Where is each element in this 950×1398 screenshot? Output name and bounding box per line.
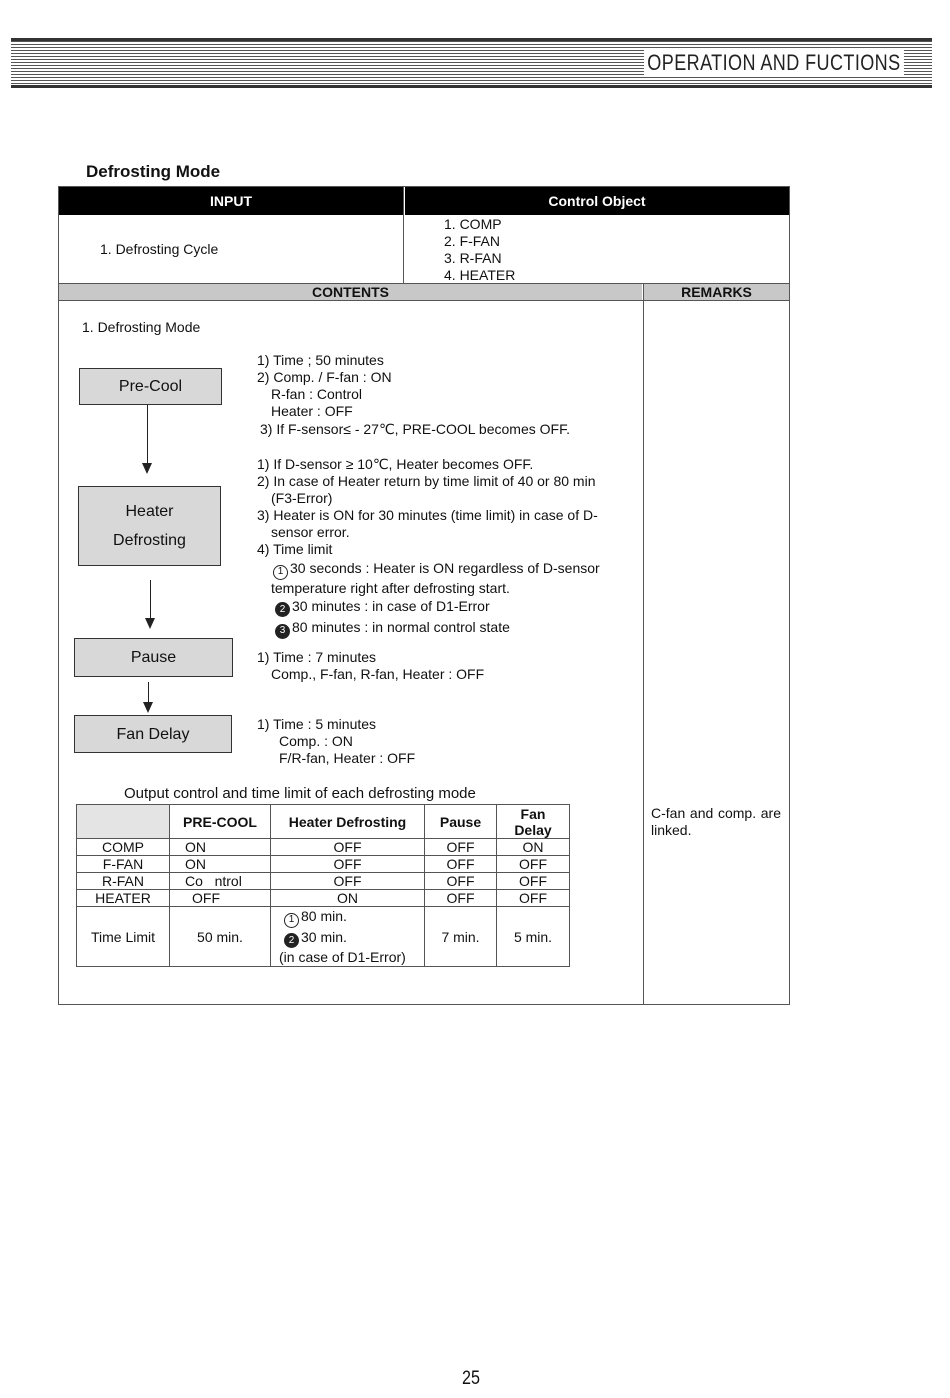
control-item: 4. HEATER bbox=[444, 267, 516, 283]
table-cell: HEATER bbox=[77, 890, 170, 907]
table-cell: OFF bbox=[425, 839, 497, 856]
table-header-cell bbox=[497, 805, 570, 839]
table-cell: OFF bbox=[271, 856, 425, 873]
table-cell: OFF bbox=[497, 890, 570, 907]
page-number: 25 bbox=[462, 1368, 480, 1389]
desc-line-text: 30 seconds : Heater is ON regardless of D-sensor bbox=[290, 560, 600, 576]
desc-line: 1) If D-sensor ≥ 10℃, Heater becomes OFF. bbox=[257, 456, 534, 472]
table-cell: OFF bbox=[425, 890, 497, 907]
table-cell: ON bbox=[170, 839, 271, 856]
table-cell: OFF bbox=[271, 839, 425, 856]
table-cell: OFF bbox=[497, 873, 570, 890]
flow-arrow-head bbox=[142, 463, 152, 474]
table-cell: 50 min. bbox=[170, 907, 271, 967]
table-row-time-limit bbox=[77, 907, 570, 967]
precool-description bbox=[257, 352, 637, 438]
desc-line bbox=[257, 619, 636, 639]
control-item: 3. R-FAN bbox=[444, 250, 502, 266]
flow-box-label: Pause bbox=[130, 649, 177, 666]
header-line: Delay bbox=[514, 821, 552, 838]
cell-line-text: 80 min. bbox=[301, 908, 347, 924]
circled-number-icon: 2 bbox=[284, 933, 299, 948]
table-cell: F-FAN bbox=[77, 856, 170, 873]
flow-box-precool bbox=[79, 368, 222, 405]
remarks-header: REMARKS bbox=[644, 284, 789, 300]
contents-remarks-divider bbox=[643, 283, 644, 1004]
table-cell: ON bbox=[497, 839, 570, 856]
section-title: Defrosting Mode bbox=[86, 162, 221, 181]
flow-box-label-line2: Defrosting bbox=[113, 532, 186, 549]
table-cell: COMP bbox=[77, 839, 170, 856]
input-control-divider bbox=[403, 187, 404, 283]
control-item: 2. F-FAN bbox=[444, 233, 501, 249]
control-object-list bbox=[444, 216, 515, 284]
cell-line bbox=[279, 928, 424, 949]
fan-delay-description bbox=[257, 716, 637, 767]
input-item: 1. Defrosting Cycle bbox=[100, 241, 219, 257]
heater-description bbox=[257, 456, 636, 639]
contents-item: 1. Defrosting Mode bbox=[82, 319, 201, 335]
table-cell bbox=[271, 907, 425, 967]
cell-line bbox=[279, 907, 424, 928]
page-header-title: OPERATION AND FUCTIONS bbox=[644, 50, 904, 76]
output-table-caption: Output control and time limit of each defrosting mode bbox=[124, 785, 476, 802]
remarks-text: C-fan and comp. are linked. bbox=[651, 805, 781, 838]
desc-line: 1) Time : 7 minutes bbox=[257, 649, 377, 665]
cell-line: (in case of D1-Error) bbox=[279, 949, 406, 965]
control-item: 1. COMP bbox=[444, 216, 502, 232]
desc-line: 2) In case of Heater return by time limit of 40 or 80 min bbox=[257, 473, 596, 489]
table-row bbox=[77, 890, 570, 907]
input-header: INPUT bbox=[59, 187, 403, 215]
desc-line: F/R-fan, Heater : OFF bbox=[279, 750, 416, 766]
table-header-cell: Heater Defrosting bbox=[271, 805, 425, 839]
desc-line: Comp. : ON bbox=[279, 733, 353, 749]
desc-line: 3) If F-sensor≤ - 27℃, PRE-COOL becomes OFF. bbox=[260, 421, 570, 437]
desc-line bbox=[257, 560, 636, 580]
table-header-cell bbox=[77, 805, 170, 839]
flow-arrow-head bbox=[145, 618, 155, 629]
flow-arrow-shaft bbox=[148, 682, 149, 702]
table-cell: R-FAN bbox=[77, 873, 170, 890]
table-cell: OFF bbox=[271, 873, 425, 890]
circled-number-icon: 2 bbox=[275, 602, 290, 617]
header-line: Fan bbox=[520, 805, 546, 822]
desc-line: Heater : OFF bbox=[271, 403, 353, 419]
contents-header: CONTENTS bbox=[59, 284, 642, 300]
desc-line: 1) Time ; 50 minutes bbox=[257, 352, 384, 368]
table-cell: Time Limit bbox=[77, 907, 170, 967]
table-cell: OFF bbox=[170, 890, 271, 907]
table-header-row bbox=[77, 805, 570, 839]
table-cell: 7 min. bbox=[425, 907, 497, 967]
flow-box-label: Pre-Cool bbox=[118, 378, 183, 395]
flow-arrow-head bbox=[143, 702, 153, 713]
flow-box-pause bbox=[74, 638, 233, 677]
flow-box-heater-defrosting bbox=[78, 486, 221, 566]
desc-line: 2) Comp. / F-fan : ON bbox=[257, 369, 392, 385]
desc-line bbox=[257, 598, 636, 618]
desc-line: Comp., F-fan, R-fan, Heater : OFF bbox=[271, 666, 485, 682]
circled-number-icon: 3 bbox=[275, 624, 290, 639]
output-control-table bbox=[76, 804, 570, 967]
table-row bbox=[77, 839, 570, 856]
desc-line: R-fan : Control bbox=[271, 386, 363, 402]
table-row bbox=[77, 856, 570, 873]
table-cell: ON bbox=[271, 890, 425, 907]
desc-line: 3) Heater is ON for 30 minutes (time limit) in case of D- bbox=[257, 507, 598, 523]
pause-description bbox=[257, 649, 637, 683]
flow-arrow-shaft bbox=[147, 405, 148, 463]
control-object-header: Control Object bbox=[405, 187, 789, 215]
desc-line: sensor error. bbox=[271, 524, 350, 540]
table-cell: 5 min. bbox=[497, 907, 570, 967]
flow-box-label: Fan Delay bbox=[116, 725, 190, 743]
table-cell: OFF bbox=[425, 856, 497, 873]
desc-line-text: 80 minutes : in normal control state bbox=[292, 619, 510, 635]
table-cell: OFF bbox=[425, 873, 497, 890]
table-cell: ON bbox=[170, 856, 271, 873]
flow-box-label-line1: Heater bbox=[125, 503, 174, 520]
flow-arrow-shaft bbox=[150, 580, 151, 618]
desc-line: 4) Time limit bbox=[257, 541, 333, 557]
table-row bbox=[77, 873, 570, 890]
circled-number-icon: 1 bbox=[273, 565, 288, 580]
circled-number-icon: 1 bbox=[284, 913, 299, 928]
desc-line: temperature right after defrosting start. bbox=[271, 579, 510, 596]
table-cell: OFF bbox=[497, 856, 570, 873]
desc-line: (F3-Error) bbox=[271, 490, 333, 506]
cell-line-text: 30 min. bbox=[301, 928, 347, 945]
desc-line: 1) Time : 5 minutes bbox=[257, 716, 377, 732]
table-header-cell: PRE-COOL bbox=[170, 805, 271, 839]
desc-line-text: 30 minutes : in case of D1-Error bbox=[292, 597, 490, 614]
flow-box-fan-delay bbox=[74, 715, 232, 753]
table-cell: Co ntrol bbox=[170, 873, 271, 890]
contents-header-rule bbox=[59, 300, 789, 301]
table-header-cell: Pause bbox=[425, 805, 497, 839]
